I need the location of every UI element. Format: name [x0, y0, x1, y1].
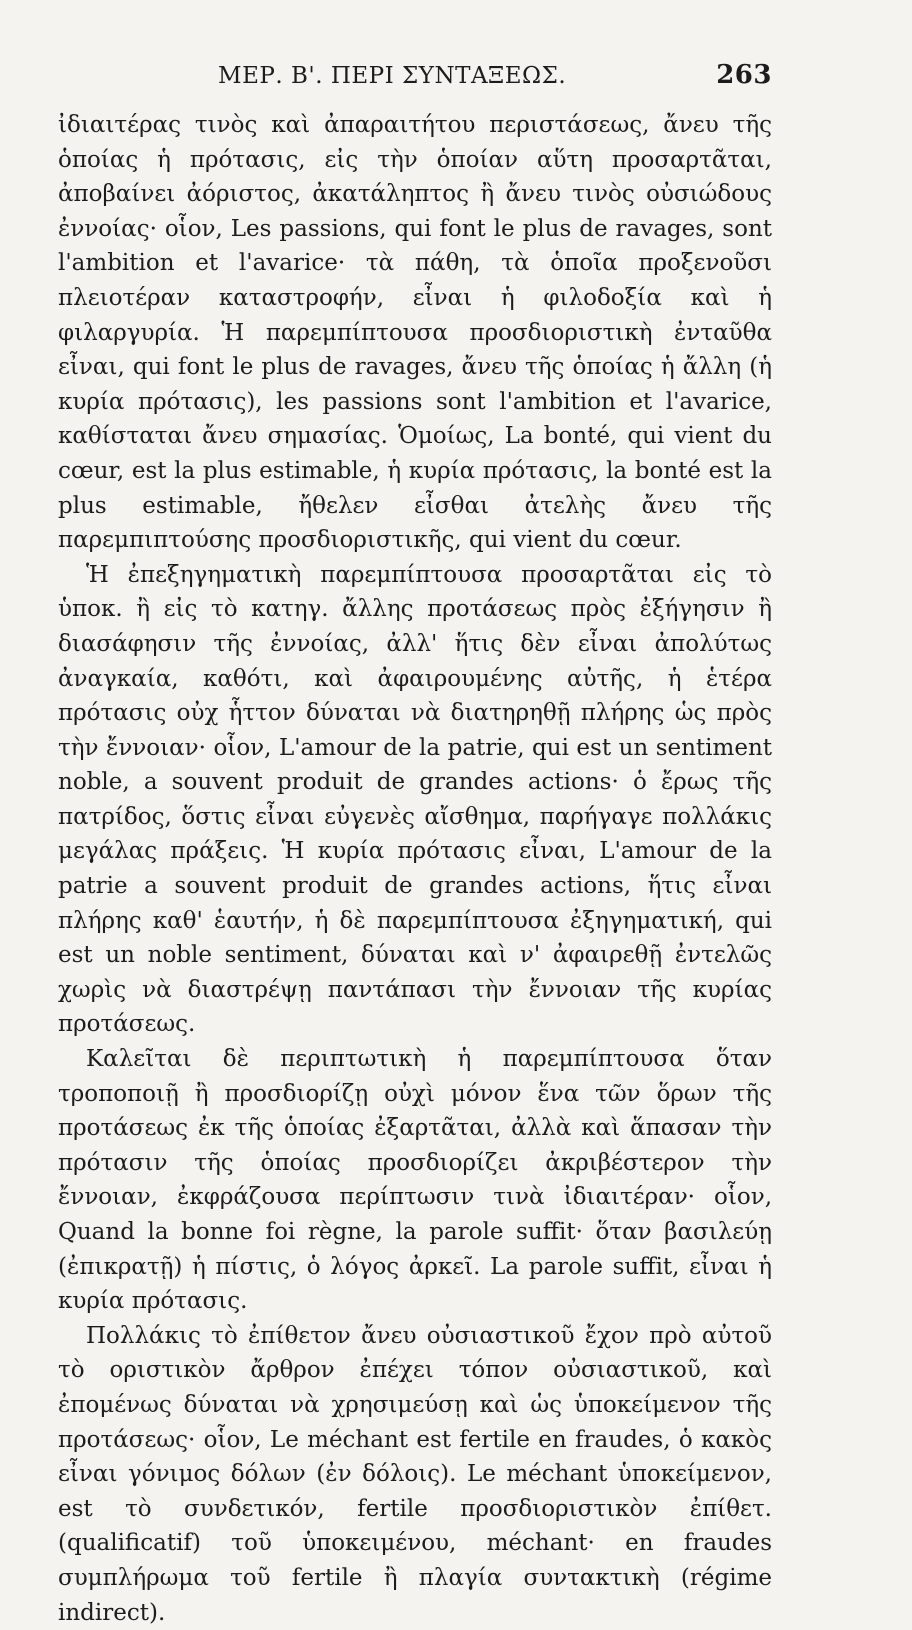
paragraph-continued: ἰδιαιτέρας τινὸς καὶ ἀπαραιτήτου περιστάσεως, ἄνευ τῆς ὁποίας ἡ πρότασις, εἰς τὴν ὁποίαν αὕτη προσαρτᾶται, ἀποβαίνει ἀόριστος, ἀκατάληπτος ἢ ἄνευ τινὸς οὐσιώδους ἐννοίας· οἷον, Les passions, qui font le plus de ravages, sont l'ambition et l'avarice· τὰ πάθη, τὰ ὁποῖα προξενοῦσι πλειοτέραν καταστροφήν, εἶναι ἡ φιλοδοξία καὶ ἡ φιλαργυρία. Ἡ παρεμπίπτουσα προσδιοριστικὴ ἐνταῦθα εἶναι, qui font le plus de ravages, ἄνευ τῆς ὁποίας ἡ ἄλλη (ἡ κυρία πρότασις), les passions sont l'ambition et l'avarice, καθίσταται ἄνευ σημασίας. Ὁμοίως, La bonté, qui vient du cœur, est la plus estimable, ἡ κυρία πρότασις, la bonté est la plus estimable, ἤθελεν εἶσθαι ἀτελὴς ἄνευ τῆς παρεμπιπτούσης προσδιοριστικῆς, qui vient du cœur.: [58, 112, 772, 554]
page-number: 263: [716, 60, 772, 90]
paragraph-explanatory-clause: Ἡ ἐπεξηγηματικὴ παρεμπίπτουσα προσαρτᾶται εἰς τὸ ὑποκ. ἢ εἰς τὸ κατηγ. ἄλλης προτάσεως πρὸς ἐξήγησιν ἢ διασάφησιν τῆς ἐννοίας, ἀλλ' ἥτις δὲν εἶναι ἀπολύτως ἀναγκαία, καθότι, καὶ ἀφαιρουμένης αὐτῆς, ἡ ἑτέρα πρότασις οὐχ ἧττον δύναται νὰ διατηρηθῇ πλήρης ὡς πρὸς τὴν ἔννοιαν· οἷον, L'amour de la patrie, qui est un sentiment noble, a souvent produit de grandes actions· ὁ ἔρως τῆς πατρίδος, ὅστις εἶναι εὐγενὲς αἴσθημα, παρήγαγε πολλάκις μεγάλας πράξεις. Ἡ κυρία πρότασις εἶναι, L'amour de la patrie a souvent produit de grandes actions, ἥτις εἶναι πλήρης καθ' ἑαυτήν, ἡ δὲ παρεμπίπτουσα ἐξηγηματική, qui est un noble sentiment, δύναται καὶ ν' ἀφαιρεθῇ ἐντελῶς χωρὶς νὰ διαστρέψῃ παντάπασι τὴν ἔννοιαν τῆς κυρίας προτάσεως.: [58, 561, 772, 1038]
page-header: [58, 60, 772, 100]
paragraph-circumstantial-clause: Καλεῖται δὲ περιπτωτικὴ ἡ παρεμπίπτουσα ὅταν τροποποιῇ ἢ προσδιορίζῃ οὐχὶ μόνον ἕνα τῶν ὅρων τῆς προτάσεως ἐκ τῆς ὁποίας ἐξαρτᾶται, ἀλλὰ καὶ ἅπασαν τὴν πρότασιν τῆς ὁποίας προσδιορίζει ἀκριβέστερον τὴν ἔννοιαν, ἐκφράζουσα περίπτωσιν τινὰ ἰδιαιτέραν· οἷον, Quand la bonne foi règne, la parole suffit· ὅταν βασιλεύῃ (ἐπικρατῇ) ἡ πίστις, ὁ λόγος ἀρκεῖ. La parole suffit, εἶναι ἡ κυρία πρότασις.: [58, 1046, 772, 1315]
running-title: ΜΕΡ. Β'. ΠΕΡΙ ΣΥΝΤΑΞΕΩΣ.: [218, 63, 567, 89]
page-body: [58, 108, 772, 1630]
paragraph-adjective-as-noun: Πολλάκις τὸ ἐπίθετον ἄνευ οὐσιαστικοῦ ἔχον πρὸ αὐτοῦ τὸ οριστικὸν ἄρθρον ἐπέχει τόπον οὐσιαστικοῦ, καὶ ἐπομένως δύναται νὰ χρησιμεύσῃ καὶ ὡς ὑποκείμενον τῆς προτάσεως· οἷον, Le méchant est fertile en fraudes, ὁ κακὸς εἶναι γόνιμος δόλων (ἐν δόλοις). Le méchant ὑποκείμενον, est τὸ συνδετικόν, fertile προσδιοριστικὸν ἐπίθετ. (qualificatif) τοῦ ὑποκειμένου, méchant· en fraudes συμπλήρωμα τοῦ fertile ἢ πλαγία συντακτικὴ (régime indirect).: [58, 1322, 772, 1626]
